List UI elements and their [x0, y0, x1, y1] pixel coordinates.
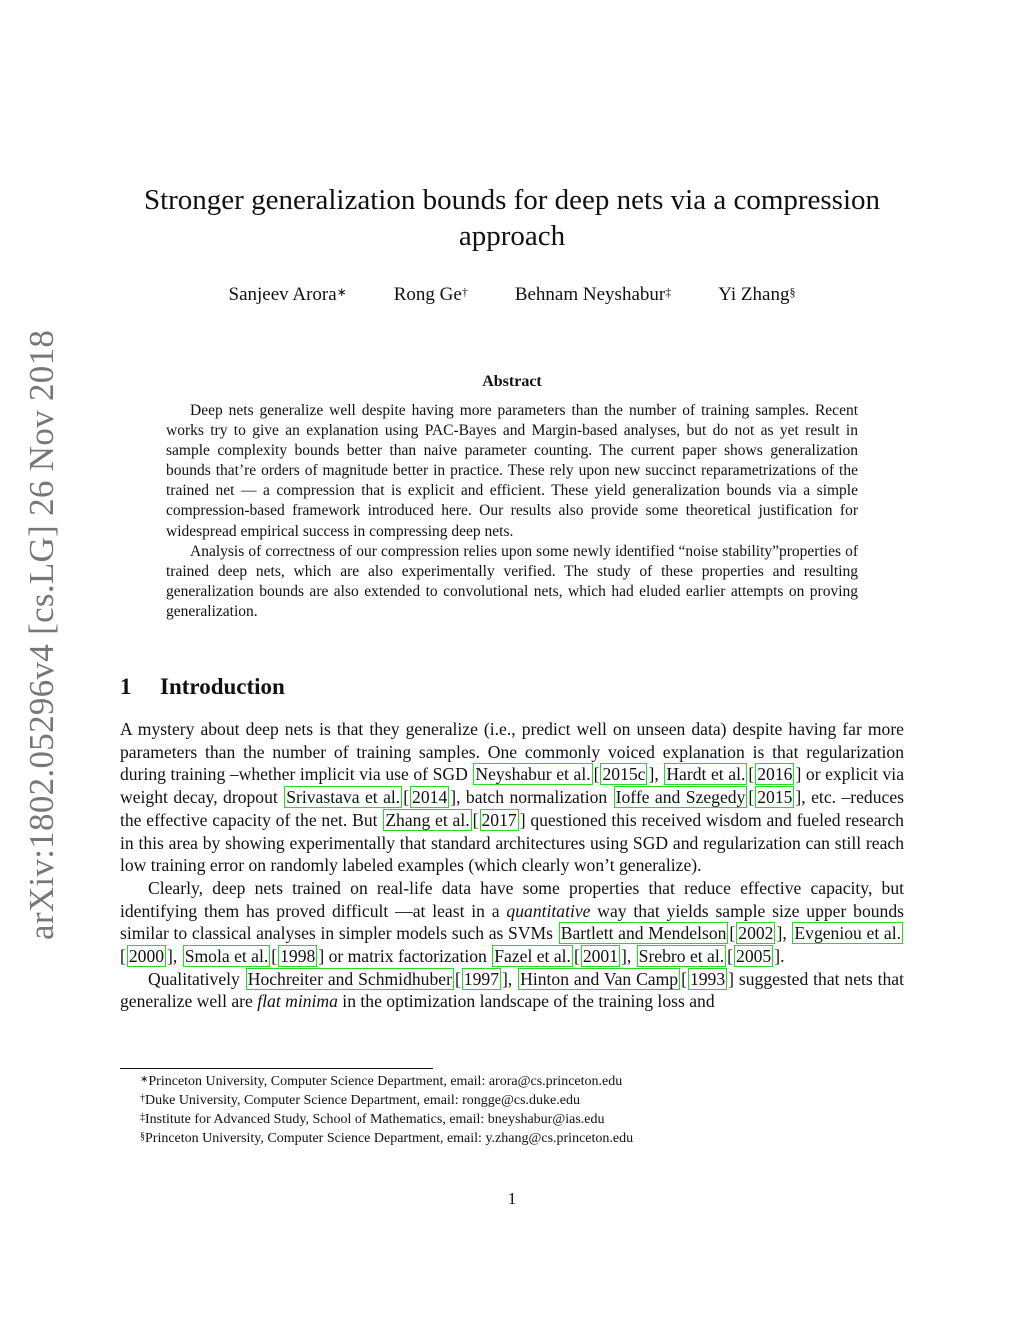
citation-link[interactable]: Fazel et al.	[494, 946, 571, 967]
footnotes	[120, 1072, 904, 1148]
citation-year-link[interactable]: 1993	[689, 968, 726, 989]
abstract-paragraph: Deep nets generalize well despite having more parameters than the number of training samples. Recent works try to give an explanation using PAC-Bayes and Margin-based analyses, but do not as yet result in sample complexity bounds better than naive parameter counting. The current paper shows generalization bounds that’re orders of magnitude better in practice. These rely upon new succinct reparametrizations of the trained net — a compression that is explicit and efficient. These yield generalization bounds via a simple compression-based framework introduced here. Our results also provide some theoretical justification for widespread empirical success in compressing deep nets.	[166, 402, 858, 540]
section-title: Introduction	[160, 674, 285, 699]
author: Rong Ge†	[393, 284, 468, 305]
citation-link[interactable]: Neyshabur et al.	[475, 764, 591, 785]
abstract	[166, 401, 858, 622]
intro-paragraph: Clearly, deep nets trained on real-life data have some properties that reduce effective capacity, but identifying them has proved difficult —at least in a quantitative way that yields sample size upper bounds similar to classical analyses in simpler models such as SVMs Bartlett and Mendelson [ 2002 ], Evgeniou et al.[ 2000 ], Smola et al. [ 1998 ] or matrix factorization Fazel et al. [ 2001 ], Srebro et al. [ 2005 ].	[120, 877, 904, 967]
citation-link[interactable]: Zhang et al.	[385, 809, 470, 830]
citation-year-link[interactable]: 2015c	[602, 764, 646, 785]
citation-link[interactable]: Hardt et al.	[666, 764, 746, 785]
author: Sanjeev Arora∗	[228, 284, 347, 305]
paper-title: Stronger generalization bounds for deep nets via a compression approach	[143, 184, 881, 252]
footnote: †Duke University, Computer Science Department, email: rongge@cs.duke.edu	[140, 1093, 580, 1108]
author: Behnam Neyshabur‡	[514, 284, 672, 305]
author-list	[120, 282, 904, 308]
footnote-rule	[120, 1068, 433, 1069]
intro-body	[120, 718, 904, 1013]
citation-year-link[interactable]: 1997	[463, 968, 499, 989]
citation-year-link[interactable]: 2001	[582, 946, 618, 967]
arxiv-stamp: arXiv:1802.05296v4 [cs.LG] 26 Nov 2018	[22, 329, 61, 940]
intro-paragraph: A mystery about deep nets is that they generalize (i.e., predict well on unseen data) despite having far more parameters than the number of training samples. One commonly voiced explanation is that regularization during training –whether implicit via use of SGD Neyshabur et al. [ 2015c ], Hardt et al. [ 2016 ] or explicit via weight decay, dropout Srivastava et al. [ 2014 ], batch normalization Ioffe and Szegedy [ 2015 ], etc. –reduces the effective capacity of the net. But Zhang et al. [ 2017 ] questioned this received wisdom and fueled research in this area by showing experimentally that standard architectures using SGD and regularization can still reach low training error on randomly labeled examples (which clearly won’t generalize).	[120, 719, 904, 876]
citation-year-link[interactable]: 2005	[736, 946, 772, 967]
section-number: 1	[120, 674, 132, 699]
citation-link[interactable]: Hochreiter and Schmidhuber	[247, 968, 452, 989]
citation-link[interactable]: Ioffe and Szegedy	[615, 787, 746, 808]
author: Yi Zhang§	[718, 284, 796, 305]
citation-link[interactable]: Smola et al.	[184, 946, 269, 967]
abstract-heading: Abstract	[482, 373, 542, 390]
footnote: ‡Institute for Advanced Study, School of Mathematics, email: bneyshabur@ias.edu	[140, 1112, 605, 1127]
footnote: ∗Princeton University, Computer Science Department, email: arora@cs.princeton.edu	[140, 1074, 623, 1089]
citation-link[interactable]: Srebro et al.	[638, 946, 725, 967]
citation-year-link[interactable]: 2015	[757, 787, 793, 808]
citation-year-link[interactable]: 2017	[481, 809, 517, 830]
citation-year-link[interactable]: 2016	[757, 764, 793, 785]
page-number: 1	[507, 1189, 517, 1208]
footnote: §Princeton University, Computer Science Department, email: y.zhang@cs.princeton.edu	[140, 1131, 634, 1146]
abstract-paragraph: Analysis of correctness of our compression relies upon some newly identified “noise stability”properties of trained deep nets, which are also experimentally verified. The study of these properties and resulting generalization bounds are also extended to convolutional nets, which had eluded earlier attempts on proving generalization.	[166, 542, 858, 620]
citation-link[interactable]: Srivastava et al.	[286, 787, 401, 808]
section-heading	[120, 672, 285, 702]
citation-year-link[interactable]: 2002	[738, 923, 774, 944]
citation-year-link[interactable]: 1998	[280, 946, 316, 967]
citation-link[interactable]: Hinton and Van Camp	[520, 968, 679, 989]
citation-link[interactable]: Bartlett and Mendelson	[560, 923, 727, 944]
citation-year-link[interactable]: 2014	[412, 787, 448, 808]
citation-link[interactable]: Evgeniou et al.	[794, 923, 901, 944]
citation-year-link[interactable]: 2000	[128, 946, 165, 967]
intro-paragraph: Qualitatively Hochreiter and Schmidhuber [ 1997 ], Hinton and Van Camp [ 1993 ] suggested that nets that generalize well are flat minima in the optimization landscape of the training loss and	[120, 968, 904, 1012]
